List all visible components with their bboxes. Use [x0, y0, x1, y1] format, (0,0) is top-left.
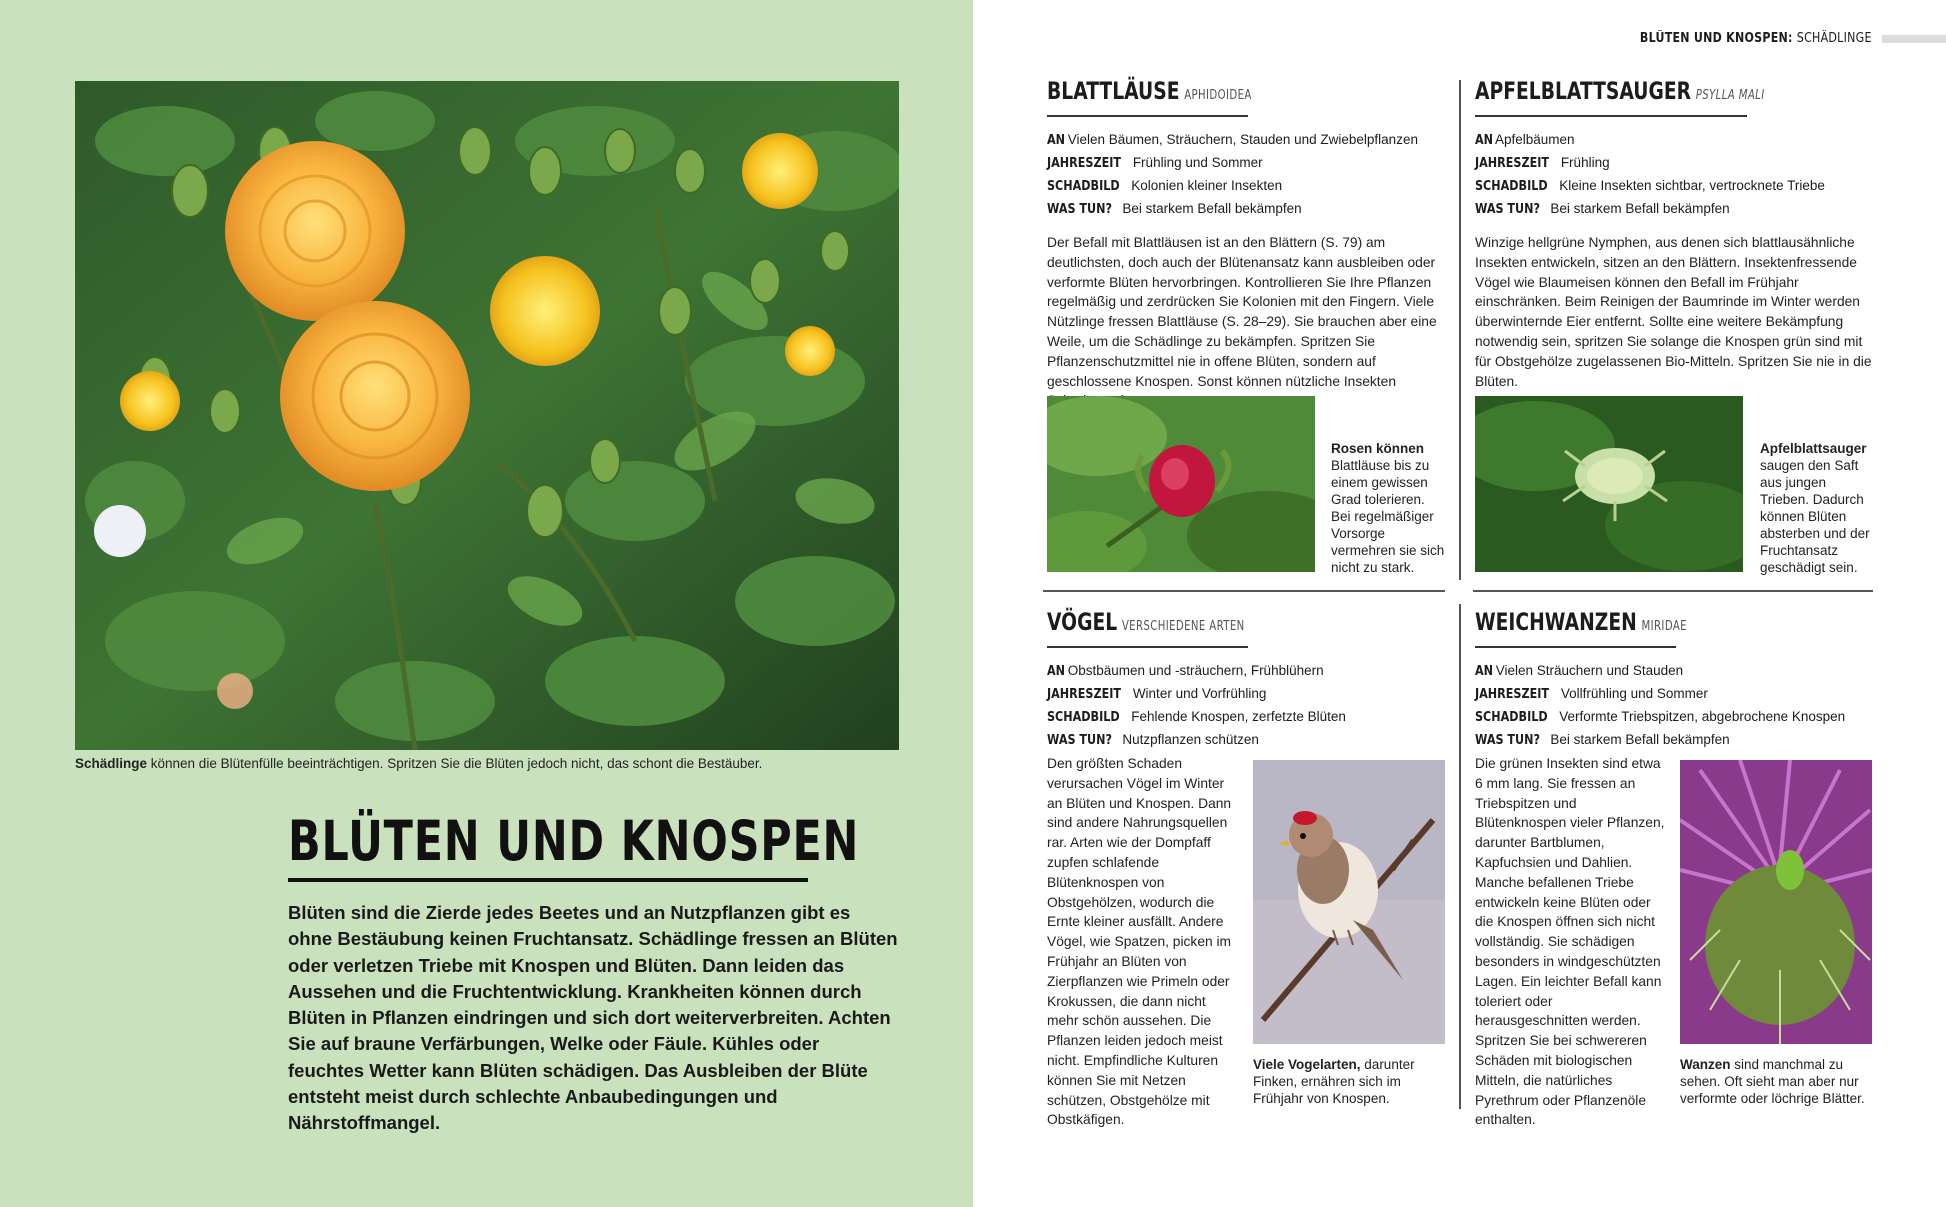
fact-damage [1047, 706, 1447, 729]
fact-value: Frühling und Sommer [1132, 155, 1263, 170]
column-divider-top [1459, 80, 1461, 580]
caption-bold: Rosen können [1331, 441, 1425, 456]
pest-name-text: WEICHWANZEN [1475, 608, 1637, 636]
fact-season [1475, 152, 1875, 175]
fact-label: AN [1047, 664, 1066, 679]
fact-value: Kolonien kleiner Insekten [1131, 178, 1283, 193]
bird-photo [1253, 760, 1445, 1044]
pest-latin: APHIDOIDEA [1184, 88, 1252, 103]
fact-damage [1475, 706, 1875, 729]
fact-label: WAS TUN? [1475, 733, 1540, 748]
pest-blattlaeuse [1047, 76, 1447, 411]
fact-an [1475, 129, 1875, 152]
fact-label: SCHADBILD [1475, 179, 1548, 194]
pest-name-text: BLATTLÄUSE [1047, 77, 1180, 105]
fact-season [1047, 152, 1447, 175]
fact-value: Frühling [1560, 155, 1610, 170]
caption-bold: Apfelblattsauger [1760, 441, 1867, 456]
pest-caption [1680, 1056, 1875, 1107]
fact-damage [1047, 175, 1447, 198]
fact-label: JAHRESZEIT [1475, 156, 1550, 171]
fact-value: Fehlende Knospen, zerfetzte Blüten [1131, 709, 1346, 724]
fact-damage [1475, 175, 1875, 198]
fact-value: Bei starkem Befall bekämpfen [1550, 201, 1730, 216]
column-divider-bottom [1459, 604, 1461, 1109]
pest-name [1047, 76, 1252, 111]
pest-facts [1475, 660, 1875, 752]
psyllid-photo [1475, 396, 1743, 572]
pest-underline [1475, 115, 1747, 117]
pest-caption [1331, 440, 1446, 576]
fact-value: Kleine Insekten sichtbar, vertrocknete Triebe [1559, 178, 1825, 193]
fact-value: Apfelbäumen [1494, 132, 1575, 147]
pest-facts [1475, 129, 1875, 221]
fact-value: Bei starkem Befall bekämpfen [1550, 732, 1730, 747]
pest-name [1475, 76, 1765, 111]
running-head-bar [1882, 35, 1946, 43]
fact-value: Obstbäumen und -sträuchern, Frühblühern [1067, 663, 1324, 678]
intro-text: Blüten sind die Zierde jedes Beetes und an Nutzpflanzen gibt es ohne Bestäubung keinen Fruchtansatz. Schädlinge fressen an Blüten oder verletzen Triebe mit Knospen und Blüten. Dann leiden das Aussehen und die Fruchtentwicklung. Krankheiten können durch Blüten in Pflanzen eindringen und sich dort weiterverbreiten. Achten Sie auf braune Verfärbungen, Welke oder Fäule. Kühles oder feuchtes Wetter kann Blüten schädigen. Das Ausbleiben der Blüte entsteht meist durch schlechte Anbaubedingungen und Nährstoffmangel. [288, 902, 898, 1134]
fact-value: Winter und Vorfrühling [1132, 686, 1267, 701]
title-underline [288, 878, 808, 882]
fact-value: Nutzpflanzen schützen [1122, 732, 1259, 747]
pest-latin: MIRIDAE [1641, 619, 1687, 634]
fact-label: SCHADBILD [1475, 710, 1548, 725]
pest-apfelblattsauger [1475, 76, 1875, 391]
pest-name [1047, 607, 1245, 642]
pest-latin: VERSCHIEDENE ARTEN [1121, 619, 1245, 634]
caption-text: saugen den Saft aus jungen Trieben. Dadurch können Blüten absterben und der Fruchtansatz geschädigt sein. [1760, 458, 1870, 575]
right-page [973, 0, 1946, 1207]
fact-label: AN [1475, 133, 1494, 148]
fact-value: Bei starkem Befall bekämpfen [1122, 201, 1302, 216]
fact-todo [1475, 198, 1875, 221]
pest-caption [1253, 1056, 1448, 1107]
running-head-main: BLÜTEN UND KNOSPEN: [1640, 31, 1794, 46]
pest-text: Die grünen Insekten sind etwa 6 mm lang. Sie fressen an Triebspitzen und Blütenknospen vieler Pflanzen, darunter Bartblumen, Kapfuchsien und Dahlien. Manche befallenen Triebe entwickeln keine Blüten oder die Knospen öffnen sich nicht vollständig. Sie schädigen besonders in windgeschützten Lagen. Ein leichter Befall kann toleriert oder herausgeschnitten werden. Spritzen Sie bei schwereren Schäden mit biologischen Mitteln, die natürliches Pyrethrum oder Pflanzenöle enthalten. [1475, 756, 1665, 1128]
fact-season [1047, 683, 1447, 706]
rose-bud-photo [1047, 396, 1315, 572]
pest-underline [1047, 646, 1248, 648]
fact-label: WAS TUN? [1475, 202, 1540, 217]
fact-todo [1475, 729, 1875, 752]
pest-underline [1475, 646, 1676, 648]
row-divider-right [1473, 590, 1873, 592]
pest-underline [1047, 115, 1248, 117]
fact-label: WAS TUN? [1047, 202, 1112, 217]
thistle-photo [1680, 760, 1872, 1044]
pest-weichwanzen [1475, 607, 1875, 752]
fact-todo [1047, 198, 1447, 221]
pest-name-text: VÖGEL [1047, 608, 1118, 636]
fact-label: AN [1047, 133, 1066, 148]
caption-bold: Wanzen [1680, 1057, 1731, 1072]
fact-value: Vielen Bäumen, Sträuchern, Stauden und Zwiebelpflanzen [1067, 132, 1418, 147]
caption-text: können die Blütenfülle beeinträchtigen. Spritzen Sie die Blüten jedoch nicht, das schont die Bestäuber. [147, 756, 763, 771]
fact-label: JAHRESZEIT [1475, 687, 1550, 702]
fact-value: Vielen Sträuchern und Stauden [1495, 663, 1684, 678]
main-photo-caption [75, 755, 905, 772]
fact-label: JAHRESZEIT [1047, 156, 1122, 171]
pest-name [1475, 607, 1687, 642]
pest-text: Winzige hellgrüne Nymphen, aus denen sich blattlausähnliche Insekten entwickeln, sitzen an den Blättern. Insektenfressende Vögel wie Blaumeisen können den Befall im Frühjahr einschränken. Beim Reinigen der Baumrinde im Winter werden überwinternde Eier entfernt. Sollte eine weitere Bekämpfung notwendig sein, spritzen Sie solange die Knospen grün sind mit für Obstgehölze zugelassenen Bio-Mitteln. Spritzen Sie nie in die Blüten. [1475, 235, 1872, 389]
section-title: BLÜTEN UND KNOSPEN [288, 809, 860, 873]
fact-an [1047, 129, 1447, 152]
fact-label: WAS TUN? [1047, 733, 1112, 748]
running-head-sub: SCHÄDLINGE [1797, 31, 1872, 46]
row-divider-left [1043, 590, 1445, 592]
fact-season [1475, 683, 1875, 706]
fact-an [1475, 660, 1875, 683]
fact-label: SCHADBILD [1047, 710, 1120, 725]
pest-caption [1760, 440, 1875, 576]
pest-facts [1047, 660, 1447, 752]
running-head [1640, 31, 1872, 46]
pest-text: Der Befall mit Blattläusen ist an den Blättern (S. 79) am deutlichsten, doch auch der Blütenansatz kann ausbleiben oder verformte Blüten hervorbringen. Kontrollieren Sie Ihre Pflanzen regelmäßig und zerdrücken Sie Kolonien mit den Fingern. Viele Nützlinge fressen Blattläuse (S. 28–29). Sie brauchen aber eine Weile, um die Schädlinge zu bekämpfen. Spritzen Sie Pflanzenschutzmittel nie in offene Blüten, sondern auf geschlossene Knospen. Sonst können nützliche Insekten [1047, 235, 1437, 389]
pest-voegel [1047, 607, 1447, 752]
pest-latin: PSYLLA MALI [1695, 88, 1765, 103]
pest-text: Den größten Schaden verursachen Vögel im Winter an Blüten und Knospen. Dann sind andere Nahrungsquellen rar. Arten wie der Dompfaff zupfen schlafende Blütenknospen von Obstgehölzen, wodurch die Ernte kleiner ausfällt. Andere Vögel, wie Spatzen, picken im Frühjahr an Blüten von Zierpflanzen wie Primeln oder Krokussen, die dann nicht mehr schön aussehen. Die Pflanzen leiden jedoch meist nicht. Empfindliche Kulturen können Sie mit Netzen schützen, Obstgehölze mit Obstkäfigen. [1047, 756, 1232, 1128]
caption-bold: Schädlinge [75, 756, 148, 771]
fact-value: Verformte Triebspitzen, abgebrochene Knospen [1559, 709, 1846, 724]
caption-bold: Viele Vogelarten, [1253, 1057, 1361, 1072]
fact-label: JAHRESZEIT [1047, 687, 1122, 702]
pest-facts [1047, 129, 1447, 221]
fact-an [1047, 660, 1447, 683]
caption-text: sind manchmal zu sehen. Oft sieht man aber nur verformte oder löchrige Blätter. [1680, 1057, 1865, 1106]
caption-text: darunter Finken, ernähren sich im Frühjahr von Knospen. [1253, 1057, 1415, 1106]
fact-label: AN [1475, 664, 1494, 679]
caption-text: Blattläuse bis zu einem gewissen Grad tolerieren. Bei regelmäßiger Vorsorge vermehren sie sich nicht zu stark. [1331, 458, 1445, 575]
fact-todo [1047, 729, 1447, 752]
pest-name-text: APFELBLATTSAUGER [1475, 77, 1692, 105]
roses-photo [75, 81, 899, 750]
fact-label: SCHADBILD [1047, 179, 1120, 194]
fact-value: Vollfrühling und Sommer [1560, 686, 1708, 701]
